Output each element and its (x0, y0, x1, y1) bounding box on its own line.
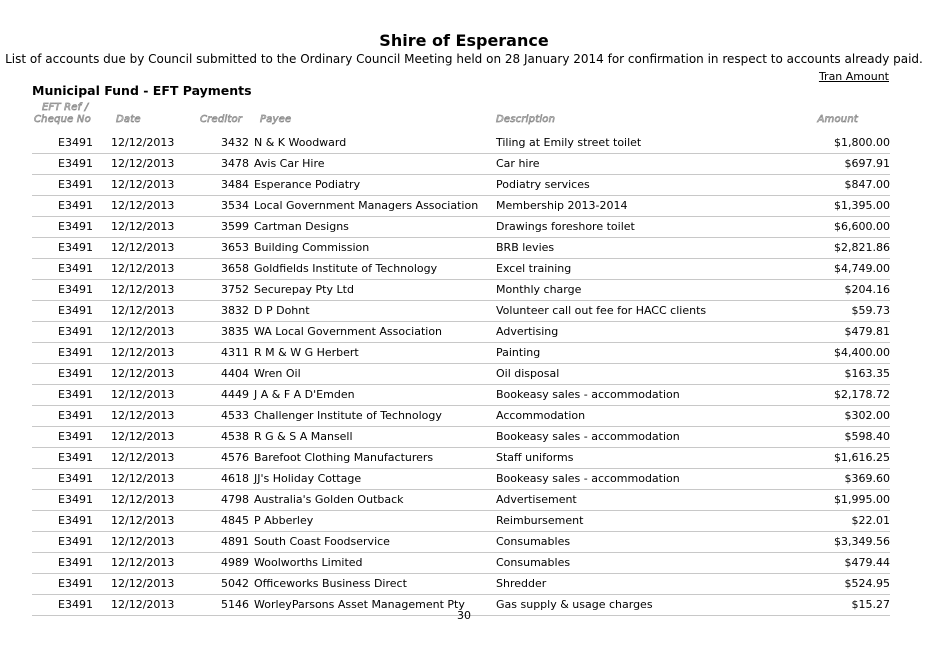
date-cell: 12/12/2013 (111, 535, 175, 548)
document-title: Shire of Esperance (379, 31, 549, 50)
amount-cell: $2,178.72 (834, 388, 890, 401)
payee-cell: Cartman Designs (254, 220, 349, 233)
table-row (32, 238, 890, 259)
ref-cell: E3491 (58, 325, 93, 338)
creditor-cell: 5146 (221, 598, 249, 611)
table-row (32, 280, 890, 301)
date-cell: 12/12/2013 (111, 514, 175, 527)
column-header-ref-line2: Cheque No (34, 114, 91, 125)
page-number: 30 (457, 609, 471, 622)
creditor-cell: 3653 (221, 241, 249, 254)
column-header-ref-line1: EFT Ref / (42, 102, 89, 113)
amount-cell: $204.16 (844, 283, 890, 296)
table-row (32, 322, 890, 343)
date-cell: 12/12/2013 (111, 304, 175, 317)
description-cell: Car hire (496, 157, 540, 170)
table-row (32, 406, 890, 427)
table-row (32, 343, 890, 364)
date-cell: 12/12/2013 (111, 241, 175, 254)
payee-cell: Wren Oil (254, 367, 301, 380)
document-subtitle: List of accounts due by Council submitted to the Ordinary Council Meeting held on 28 January 2014 for confirmation in respect to accounts already paid. (5, 52, 923, 66)
table-row (32, 196, 890, 217)
creditor-cell: 3478 (221, 157, 249, 170)
creditor-cell: 3534 (221, 199, 249, 212)
amount-cell: $4,749.00 (834, 262, 890, 275)
payee-cell: Building Commission (254, 241, 370, 254)
date-cell: 12/12/2013 (111, 157, 175, 170)
description-cell: Consumables (496, 535, 571, 548)
creditor-cell: 4449 (221, 388, 249, 401)
table-row (32, 574, 890, 595)
description-cell: Bookeasy sales - accommodation (496, 430, 680, 443)
ref-cell: E3491 (58, 220, 93, 233)
ref-cell: E3491 (58, 493, 93, 506)
table-row (32, 427, 890, 448)
payments-table (32, 133, 890, 616)
creditor-cell: 4618 (221, 472, 249, 485)
creditor-cell: 4989 (221, 556, 249, 569)
date-cell: 12/12/2013 (111, 136, 175, 149)
description-cell: Advertisement (496, 493, 577, 506)
date-cell: 12/12/2013 (111, 430, 175, 443)
creditor-cell: 3752 (221, 283, 249, 296)
description-cell: Advertising (496, 325, 559, 338)
amount-cell: $847.00 (844, 178, 890, 191)
ref-cell: E3491 (58, 535, 93, 548)
payee-cell: Challenger Institute of Technology (254, 409, 442, 422)
table-row (32, 259, 890, 280)
section-title: Municipal Fund - EFT Payments (32, 83, 252, 98)
date-cell: 12/12/2013 (111, 388, 175, 401)
table-row (32, 511, 890, 532)
description-cell: Monthly charge (496, 283, 582, 296)
date-cell: 12/12/2013 (111, 367, 175, 380)
description-cell: Staff uniforms (496, 451, 574, 464)
ref-cell: E3491 (58, 157, 93, 170)
ref-cell: E3491 (58, 283, 93, 296)
table-row (32, 490, 890, 511)
ref-cell: E3491 (58, 388, 93, 401)
amount-cell: $1,616.25 (834, 451, 890, 464)
table-row (32, 217, 890, 238)
amount-cell: $1,800.00 (834, 136, 890, 149)
payee-cell: Barefoot Clothing Manufacturers (254, 451, 434, 464)
amount-cell: $15.27 (851, 598, 890, 611)
amount-cell: $598.40 (844, 430, 890, 443)
creditor-cell: 3658 (221, 262, 249, 275)
payee-cell: Securepay Pty Ltd (254, 283, 354, 296)
description-cell: Bookeasy sales - accommodation (496, 472, 680, 485)
payee-cell: WorleyParsons Asset Management Pty (254, 598, 465, 611)
payee-cell: Local Government Managers Association (254, 199, 479, 212)
amount-cell: $59.73 (851, 304, 890, 317)
creditor-cell: 3432 (221, 136, 249, 149)
table-row (32, 175, 890, 196)
creditor-cell: 4538 (221, 430, 249, 443)
creditor-cell: 4891 (221, 535, 249, 548)
date-cell: 12/12/2013 (111, 577, 175, 590)
date-cell: 12/12/2013 (111, 493, 175, 506)
creditor-cell: 5042 (221, 577, 249, 590)
date-cell: 12/12/2013 (111, 556, 175, 569)
payee-cell: D P Dohnt (254, 304, 310, 317)
payee-cell: Officeworks Business Direct (254, 577, 407, 590)
payee-cell: J A & F A D'Emden (254, 388, 355, 401)
date-cell: 12/12/2013 (111, 220, 175, 233)
description-cell: Drawings foreshore toilet (496, 220, 635, 233)
tran-amount-label: Tran Amount (818, 70, 889, 83)
amount-cell: $369.60 (844, 472, 890, 485)
table-row (32, 532, 890, 553)
ref-cell: E3491 (58, 199, 93, 212)
column-header-description: Description (496, 114, 556, 125)
ref-cell: E3491 (58, 556, 93, 569)
description-cell: Bookeasy sales - accommodation (496, 388, 680, 401)
creditor-cell: 4576 (221, 451, 249, 464)
amount-cell: $3,349.56 (834, 535, 890, 548)
ref-cell: E3491 (58, 577, 93, 590)
payee-cell: Woolworths Limited (254, 556, 363, 569)
date-cell: 12/12/2013 (111, 346, 175, 359)
description-cell: BRB levies (496, 241, 555, 254)
description-cell: Membership 2013-2014 (496, 199, 628, 212)
description-cell: Consumables (496, 556, 571, 569)
ref-cell: E3491 (58, 346, 93, 359)
table-row (32, 301, 890, 322)
table-row (32, 448, 890, 469)
amount-cell: $479.81 (844, 325, 890, 338)
amount-cell: $1,395.00 (834, 199, 890, 212)
ref-cell: E3491 (58, 598, 93, 611)
creditor-cell: 3484 (221, 178, 249, 191)
date-cell: 12/12/2013 (111, 262, 175, 275)
creditor-cell: 3599 (221, 220, 249, 233)
table-row (32, 154, 890, 175)
creditor-cell: 3832 (221, 304, 249, 317)
creditor-cell: 4404 (221, 367, 249, 380)
payee-cell: Avis Car Hire (254, 157, 325, 170)
payee-cell: WA Local Government Association (254, 325, 443, 338)
description-cell: Tiling at Emily street toilet (496, 136, 642, 149)
amount-cell: $524.95 (844, 577, 890, 590)
table-row (32, 553, 890, 574)
column-header-date: Date (116, 114, 141, 125)
payee-cell: Australia's Golden Outback (254, 493, 404, 506)
date-cell: 12/12/2013 (111, 598, 175, 611)
column-header-payee: Payee (260, 114, 292, 125)
date-cell: 12/12/2013 (111, 472, 175, 485)
description-cell: Excel training (496, 262, 572, 275)
ref-cell: E3491 (58, 451, 93, 464)
ref-cell: E3491 (58, 409, 93, 422)
payee-cell: South Coast Foodservice (254, 535, 390, 548)
table-row (32, 385, 890, 406)
table-row (32, 469, 890, 490)
date-cell: 12/12/2013 (111, 325, 175, 338)
description-cell: Accommodation (496, 409, 586, 422)
date-cell: 12/12/2013 (111, 451, 175, 464)
description-cell: Shredder (496, 577, 547, 590)
payee-cell: Goldfields Institute of Technology (254, 262, 438, 275)
ref-cell: E3491 (58, 178, 93, 191)
amount-cell: $22.01 (851, 514, 890, 527)
ref-cell: E3491 (58, 136, 93, 149)
payee-cell: P Abberley (254, 514, 314, 527)
creditor-cell: 4798 (221, 493, 249, 506)
description-cell: Reimbursement (496, 514, 584, 527)
ref-cell: E3491 (58, 472, 93, 485)
payee-cell: Esperance Podiatry (254, 178, 361, 191)
date-cell: 12/12/2013 (111, 283, 175, 296)
payee-cell: N & K Woodward (254, 136, 347, 149)
ref-cell: E3491 (58, 514, 93, 527)
amount-cell: $302.00 (844, 409, 890, 422)
description-cell: Volunteer call out fee for HACC clients (496, 304, 707, 317)
amount-cell: $479.44 (844, 556, 890, 569)
amount-cell: $1,995.00 (834, 493, 890, 506)
ref-cell: E3491 (58, 367, 93, 380)
amount-cell: $4,400.00 (834, 346, 890, 359)
ref-cell: E3491 (58, 241, 93, 254)
date-cell: 12/12/2013 (111, 199, 175, 212)
table-row (32, 133, 890, 154)
date-cell: 12/12/2013 (111, 409, 175, 422)
payee-cell: R G & S A Mansell (254, 430, 353, 443)
payee-cell: JJ's Holiday Cottage (254, 472, 362, 485)
amount-cell: $163.35 (844, 367, 890, 380)
date-cell: 12/12/2013 (111, 178, 175, 191)
creditor-cell: 4533 (221, 409, 249, 422)
description-cell: Oil disposal (496, 367, 560, 380)
ref-cell: E3491 (58, 304, 93, 317)
creditor-cell: 4845 (221, 514, 249, 527)
table-row (32, 364, 890, 385)
ref-cell: E3491 (58, 430, 93, 443)
description-cell: Gas supply & usage charges (496, 598, 653, 611)
creditor-cell: 3835 (221, 325, 249, 338)
column-header-creditor: Creditor (200, 114, 243, 125)
column-header-amount: Amount (817, 114, 858, 125)
description-cell: Painting (496, 346, 541, 359)
amount-cell: $6,600.00 (834, 220, 890, 233)
amount-cell: $697.91 (844, 157, 890, 170)
creditor-cell: 4311 (221, 346, 249, 359)
payee-cell: R M & W G Herbert (254, 346, 359, 359)
amount-cell: $2,821.86 (834, 241, 890, 254)
ref-cell: E3491 (58, 262, 93, 275)
description-cell: Podiatry services (496, 178, 590, 191)
